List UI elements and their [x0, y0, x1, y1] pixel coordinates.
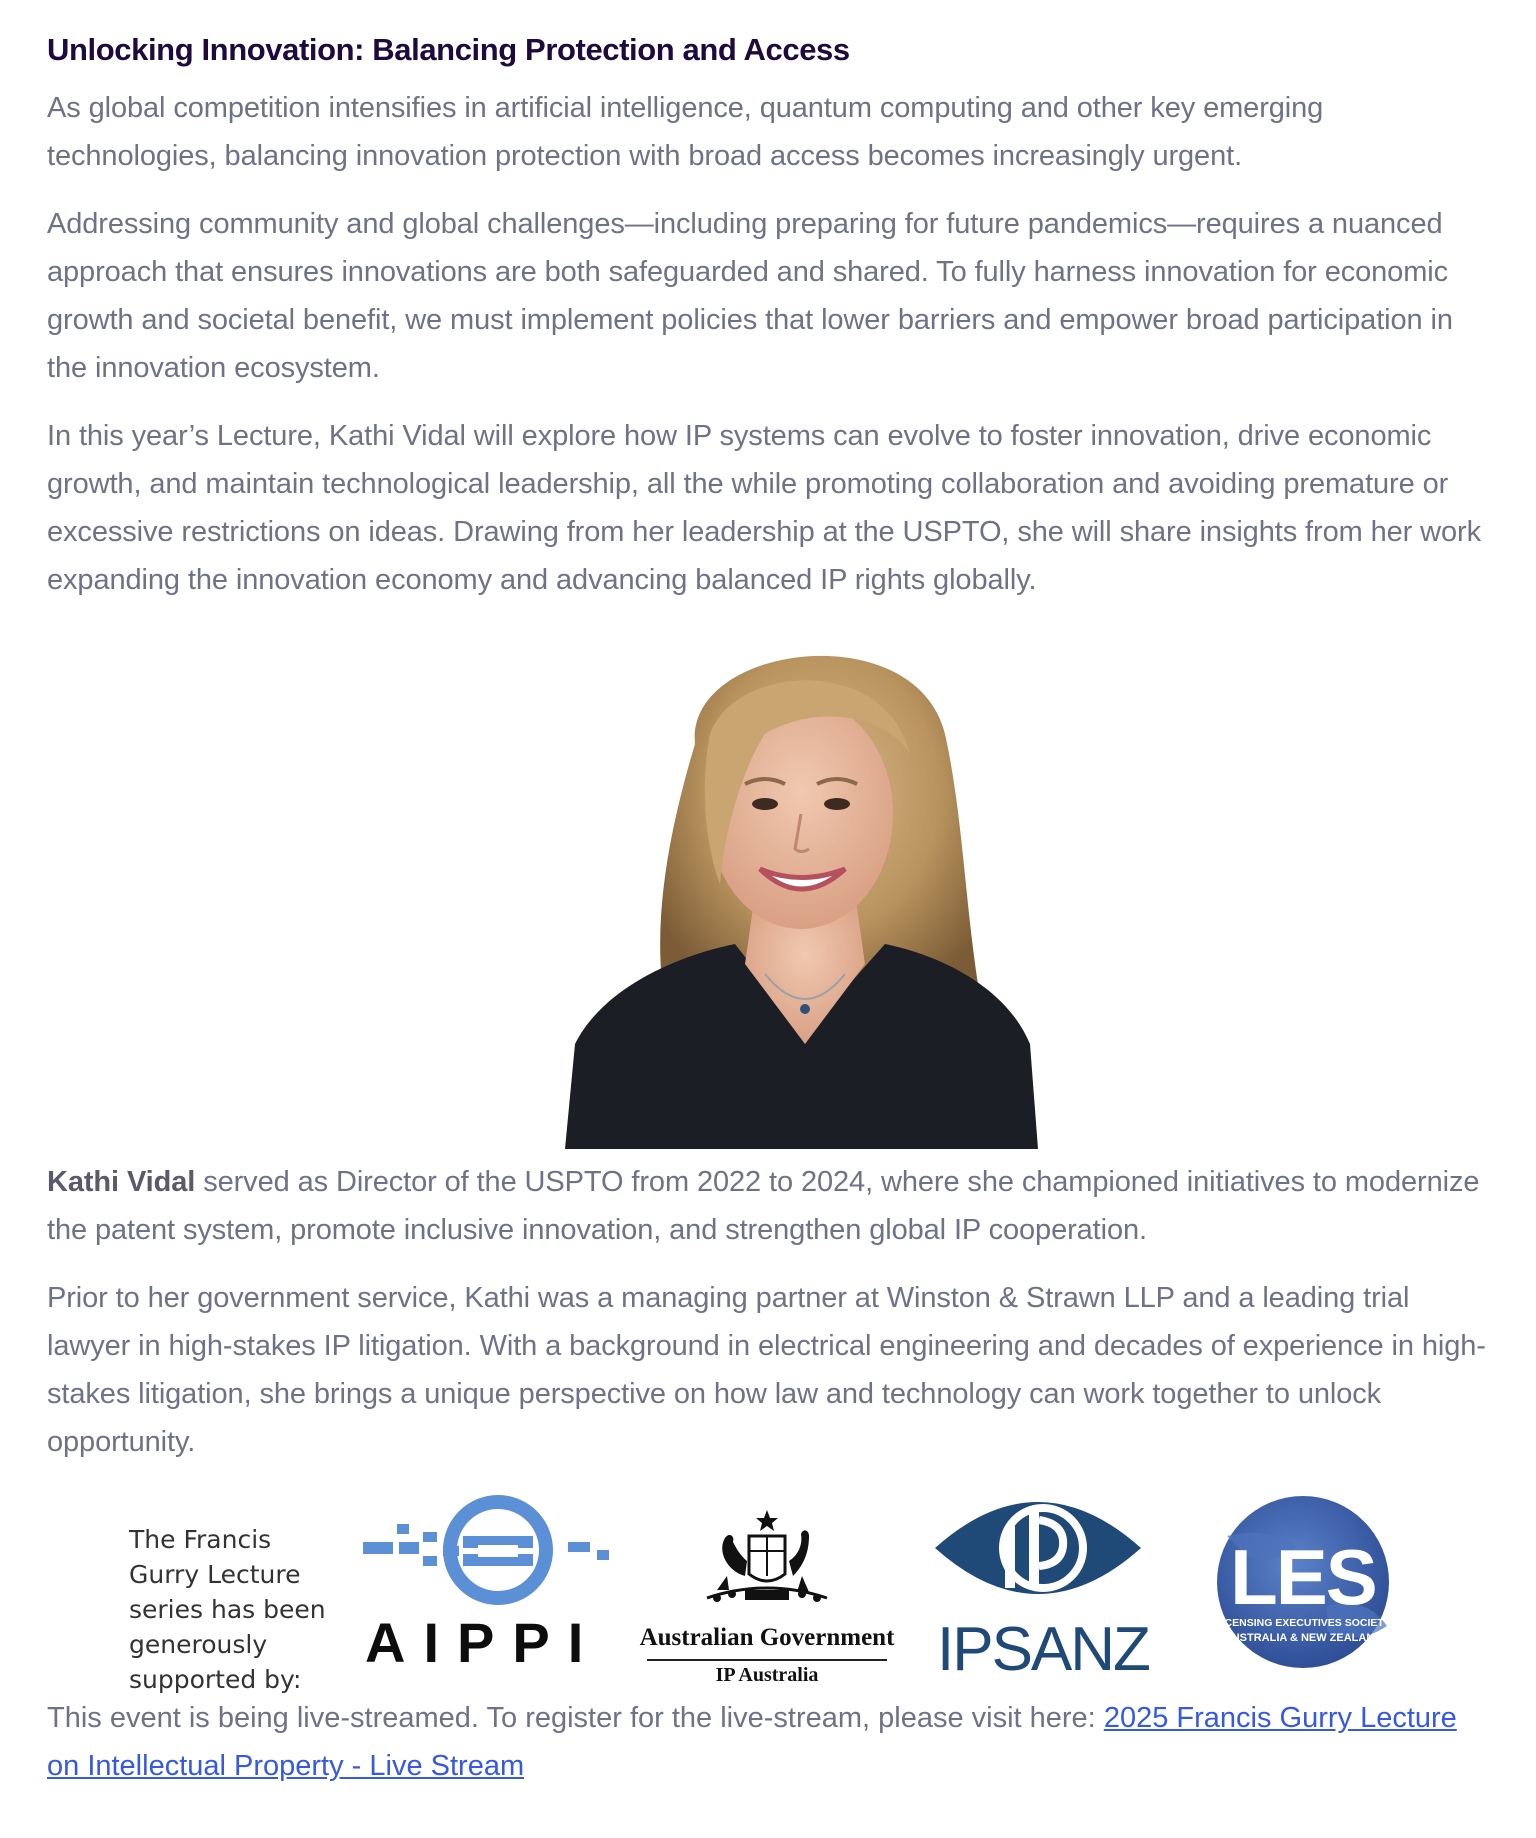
australian-government-wordmark: Australian Government: [639, 1624, 895, 1651]
speaker-bio-paragraph: [47, 1158, 1489, 1254]
aippi-logo: [363, 1492, 621, 1672]
les-globe-icon: [1187, 1496, 1419, 1671]
speaker-name: Kathi Vidal: [47, 1166, 196, 1198]
intro-paragraph-1: As global competition intensifies in artificial intelligence, quantum computing and other key emerging technologies, balancing innovation protection with broad access becomes increasingly urgent.: [47, 92, 1324, 172]
australian-government-divider: [647, 1659, 887, 1661]
speaker-background-paragraph: Prior to her government service, Kathi was a managing partner at Winston & Strawn LLP and a leading trial lawyer in high-stakes IP litigation. With a background in electrical engineering and decades of experience in high-stakes litigation, she brings a unique perspective on how law and technology can work together to unlock opportunity.: [47, 1282, 1486, 1458]
ipsanz-wordmark: IPSANZ: [937, 1615, 1149, 1684]
australian-government-logo: [637, 1506, 897, 1686]
ip-australia-wordmark: IP Australia: [715, 1664, 819, 1686]
livestream-paragraph: [47, 1694, 1489, 1790]
intro-paragraph-2: Addressing community and global challenges—including preparing for future pandemics—requires a nuanced approach that ensures innovations are both safeguarded and shared. To fully harness innovation for economic growth and societal benefit, we must implement policies that lower barriers and empower broad participation in the innovation ecosystem.: [47, 208, 1453, 384]
speaker-portrait-image: [565, 624, 1038, 1149]
livestream-register-link[interactable]: 2025 Francis Gurry Lecture on Intellectual Property - Live Stream: [47, 1702, 1457, 1782]
livestream-text: This event is being live-streamed. To register for the live-stream, please visit here:: [47, 1702, 1104, 1734]
speaker-photo-container: [0, 624, 1536, 1154]
aippi-wordmark: AIPPI: [365, 1611, 602, 1674]
ipsanz-eye-icon: [933, 1486, 1143, 1611]
les-subtitle-1: LICENSING EXECUTIVES SOCIETY: [1215, 1617, 1391, 1629]
aippi-emblem-icon: [363, 1492, 621, 1612]
les-subtitle-2: AUSTRALIA & NEW ZEALAND: [1223, 1632, 1383, 1644]
les-logo: [1187, 1496, 1419, 1671]
speaker-bio-text: served as Director of the USPTO from 2022 to 2024, where she championed initiatives to modernize the patent system, promote inclusive innovation, and strengthen global IP cooperation.: [47, 1166, 1480, 1246]
speaker-photo: [565, 624, 1038, 1149]
sponsor-intro-text: The Francis Gurry Lecture series has been generously supported by:: [129, 1525, 326, 1694]
les-wordmark: LES: [1230, 1533, 1376, 1621]
coat-of-arms-icon: [637, 1506, 897, 1616]
intro-paragraph-3: In this year’s Lecture, Kathi Vidal will explore how IP systems can evolve to foster innovation, drive economic growth, and maintain technological leadership, all the while promoting collaboration and avoiding premature or excessive restrictions on ideas. Drawing from her leadership at the USPTO, she will share insights from her work expanding the innovation economy and advancing balanced IP rights globally.: [47, 420, 1482, 596]
ipsanz-logo: [933, 1486, 1149, 1684]
section-title: Unlocking Innovation: Balancing Protection and Access: [47, 32, 850, 67]
sponsor-logos: [47, 1486, 1489, 1694]
